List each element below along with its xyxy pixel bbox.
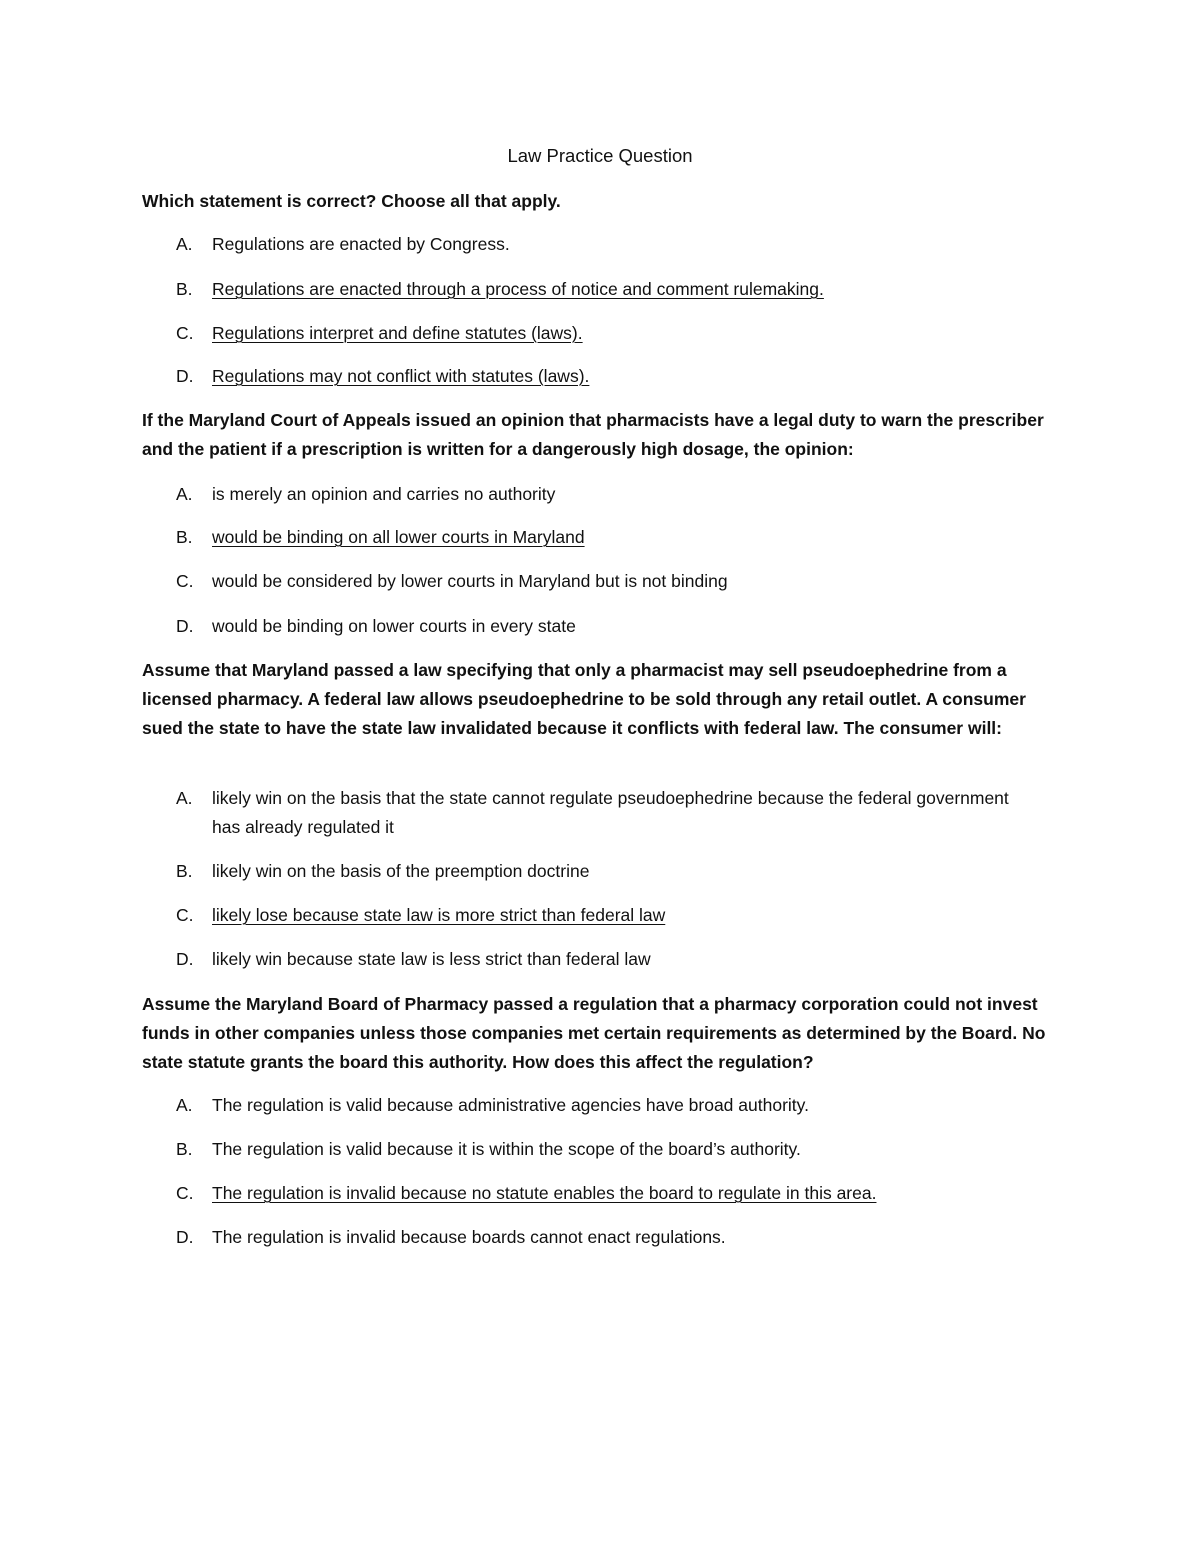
question-3-option-c (176, 901, 1036, 930)
option-letter: D. (176, 616, 194, 636)
question-2-option-c (176, 567, 1036, 596)
question-1-option-c (176, 319, 1036, 348)
question-3-option-a (176, 784, 1036, 842)
question-2-prompt: If the Maryland Court of Appeals issued an opinion that pharmacists have a legal duty to warn the prescriber and the patient if a prescription is written for a dangerously high dosage, the opinion: (142, 410, 1044, 459)
option-text: would be considered by lower courts in Maryland but is not binding (212, 571, 728, 591)
option-letter: D. (176, 366, 194, 386)
option-letter: C. (176, 905, 194, 925)
question-3-option-b (176, 857, 1036, 886)
option-letter: C. (176, 1183, 194, 1203)
option-letter: A. (176, 234, 193, 254)
question-2-option-a (176, 480, 1036, 509)
option-letter: B. (176, 527, 193, 547)
option-letter: C. (176, 571, 194, 591)
option-letter: B. (176, 279, 193, 299)
question-2-option-b (176, 523, 1036, 552)
option-letter: B. (176, 861, 193, 881)
option-text: likely win on the basis that the state cannot regulate pseudoephedrine because the federal government has already regulated it (212, 788, 1009, 837)
question-4-prompt: Assume the Maryland Board of Pharmacy passed a regulation that a pharmacy corporation could not invest funds in other companies unless those companies met certain requirements as determined by the Board. No state statute grants the board this authority. How does this affect the regulation? (142, 994, 1046, 1072)
option-text: The regulation is invalid because no statute enables the board to regulate in this area. (212, 1183, 877, 1203)
question-4-option-b (176, 1135, 1036, 1164)
question-1-option-b (176, 275, 1036, 304)
option-text: would be binding on lower courts in every state (212, 616, 576, 636)
option-text: The regulation is valid because it is within the scope of the board’s authority. (212, 1139, 801, 1159)
option-text: would be binding on all lower courts in Maryland (212, 527, 585, 547)
option-letter: A. (176, 788, 193, 808)
option-letter: C. (176, 323, 194, 343)
option-text: is merely an opinion and carries no authority (212, 484, 556, 504)
question-1-option-a (176, 230, 1036, 259)
option-letter: B. (176, 1139, 193, 1159)
question-4-option-c (176, 1179, 1036, 1208)
option-text: The regulation is valid because administrative agencies have broad authority. (212, 1095, 809, 1115)
option-letter: A. (176, 484, 193, 504)
option-text: Regulations may not conflict with statutes (laws). (212, 366, 590, 386)
question-4-option-a (176, 1091, 1036, 1120)
option-text: The regulation is invalid because boards cannot enact regulations. (212, 1227, 726, 1247)
question-2-option-d (176, 612, 1036, 641)
option-letter: D. (176, 1227, 194, 1247)
question-1-prompt: Which statement is correct? Choose all that apply. (142, 191, 561, 211)
option-text: likely lose because state law is more strict than federal law (212, 905, 666, 925)
option-text: likely win on the basis of the preemption doctrine (212, 861, 590, 881)
option-letter: D. (176, 949, 194, 969)
option-letter: A. (176, 1095, 193, 1115)
option-text: Regulations are enacted through a process of notice and comment rulemaking. (212, 279, 824, 299)
question-4-option-d (176, 1223, 1036, 1252)
question-1-option-d (176, 362, 1036, 391)
question-3-prompt: Assume that Maryland passed a law specifying that only a pharmacist may sell pseudoephedrine from a licensed pharmacy. A federal law allows pseudoephedrine to be sold through any retail outlet. A consumer sued the state to have the state law invalidated because it conflicts with federal law. The consumer will: (142, 660, 1026, 738)
option-text: Regulations are enacted by Congress. (212, 234, 510, 254)
option-text: likely win because state law is less strict than federal law (212, 949, 651, 969)
question-3-option-d (176, 945, 1036, 974)
option-text: Regulations interpret and define statutes (laws). (212, 323, 583, 343)
page-title: Law Practice Question (507, 145, 693, 166)
